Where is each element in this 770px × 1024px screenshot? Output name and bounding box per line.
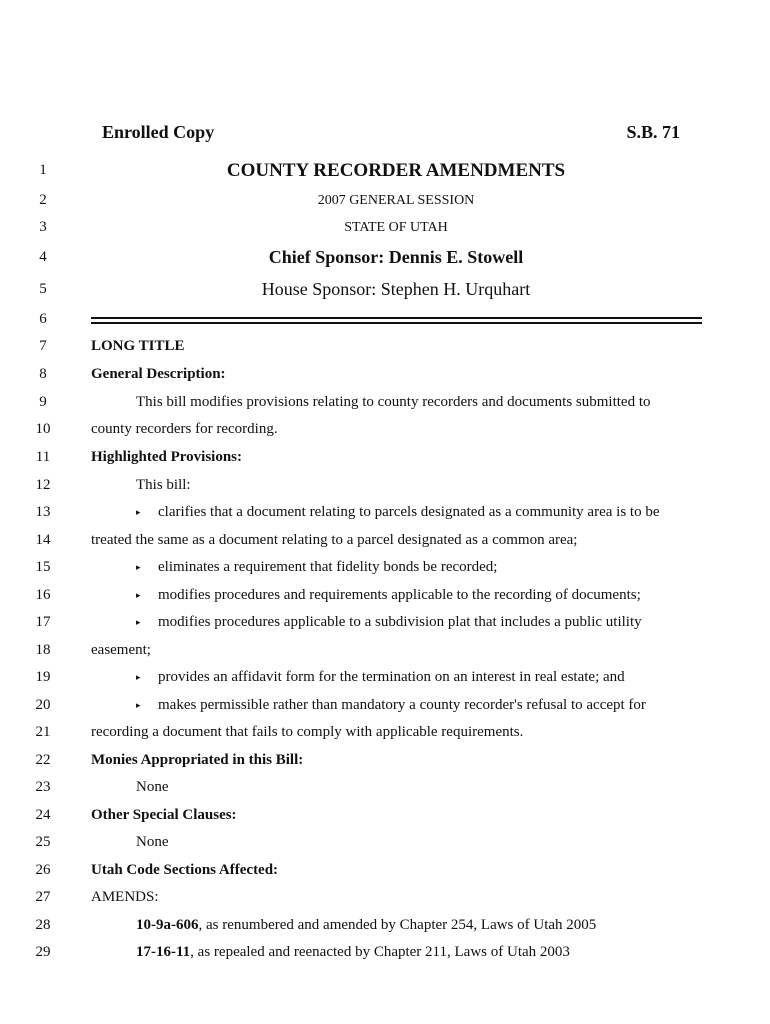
line-number: 22 [35,752,51,768]
monies-heading: Monies Appropriated in this Bill: [91,752,304,768]
description-text: This bill modifies provisions relating to county recorders and documents submitted to [136,394,651,410]
line-number: 24 [35,807,51,823]
provision-text: treated the same as a document relating to a parcel designated as a common area; [91,532,578,548]
provision-bullet [136,664,625,691]
bill-line [0,692,770,719]
bullet-icon: ▸ [136,672,141,682]
code-section-number: 17-16-11 [136,944,191,960]
bill-line [0,444,770,471]
bill-line [0,774,770,801]
bullet-icon: ▸ [136,507,141,517]
line-number: 1 [39,162,47,178]
state: STATE OF UTAH [344,220,448,235]
provision-text: modifies procedures and requirements applicable to the recording of documents; [158,587,641,603]
highlighted-provisions-heading: Highlighted Provisions: [91,449,242,465]
header-right: S.B. 71 [626,122,680,142]
line-number: 11 [35,449,51,465]
bill-line [0,829,770,856]
line-number: 9 [39,394,47,410]
provision-bullet [136,692,646,719]
line-number: 20 [35,697,51,713]
line-number: 19 [35,669,51,685]
code-section [136,939,570,966]
bullet-icon: ▸ [136,562,141,572]
monies-value: None [136,779,169,795]
provision-text: modifies procedures applicable to a subdivision plat that includes a public utility [158,614,642,630]
bill-line [0,857,770,884]
bullet-icon: ▸ [136,590,141,600]
provision-text: clarifies that a document relating to parcels designated as a community area is to be [158,504,660,520]
line-number: 16 [35,587,51,603]
line-number: 5 [39,281,47,297]
bill-line [0,214,770,241]
line-number: 26 [35,862,51,878]
session: 2007 GENERAL SESSION [317,193,475,208]
provision-text: provides an affidavit form for the termination on an interest in real estate; and [158,669,625,685]
bill-line [0,912,770,939]
bill-line [0,609,770,636]
bill-line [0,187,770,214]
line-number: 23 [35,779,51,795]
bullet-icon: ▸ [136,700,141,710]
provision-bullet [136,554,497,581]
line-number: 28 [35,917,51,933]
provision-bullet [136,499,659,526]
line-number: 21 [35,724,51,740]
this-bill-text: This bill: [136,477,191,493]
bill-line [0,333,770,360]
bill-line [0,276,770,303]
bill-line [0,637,770,664]
header-left: Enrolled Copy [102,122,215,142]
provision-text: easement; [91,642,151,658]
bill-line [0,361,770,388]
bill-line [0,802,770,829]
bill-line [0,416,770,443]
bill-line [0,939,770,966]
general-description-heading: General Description: [91,366,226,382]
long-title-heading: LONG TITLE [91,338,185,354]
bill-line [0,664,770,691]
bill-line [0,747,770,774]
house-sponsor: House Sponsor: Stephen H. Urquhart [261,279,531,299]
provision-text: makes permissible rather than mandatory a county recorder's refusal to accept for [158,697,646,713]
amends-label: AMENDS: [91,889,159,905]
bill-line [0,554,770,581]
line-number: 2 [39,192,47,208]
line-number: 17 [35,614,51,630]
line-number: 14 [35,532,51,548]
provision-text: recording a document that fails to comply with applicable requirements. [91,724,524,740]
provision-text: eliminates a requirement that fidelity bonds be recorded; [158,559,498,575]
bill-title: COUNTY RECORDER AMENDMENTS [226,160,566,181]
code-section-number: 10-9a-606 [136,917,199,933]
line-number: 12 [35,477,51,493]
double-rule-divider [91,317,702,324]
line-number: 18 [35,642,51,658]
code-section-desc: , as repealed and reenacted by Chapter 211, Laws of Utah 2003 [190,944,570,960]
special-clauses-value: None [136,834,169,850]
code-section [136,912,596,939]
code-section-desc: , as renumbered and amended by Chapter 254, Laws of Utah 2005 [198,917,597,933]
line-number: 27 [35,889,51,905]
line-number: 25 [35,834,51,850]
line-number: 15 [35,559,51,575]
bill-line [0,244,770,271]
line-number: 8 [39,366,47,382]
bullet-icon: ▸ [136,617,141,627]
line-number: 29 [35,944,51,960]
bill-line [0,472,770,499]
description-text: county recorders for recording. [91,421,278,437]
bill-line [0,157,770,184]
bill-line [0,582,770,609]
provision-bullet [136,609,642,636]
bill-line [0,719,770,746]
line-number: 6 [39,311,47,327]
line-number: 13 [35,504,51,520]
bill-line [0,884,770,911]
code-sections-heading: Utah Code Sections Affected: [91,862,279,878]
provision-bullet [136,582,641,609]
line-number: 3 [39,219,47,235]
line-number: 4 [39,249,47,265]
chief-sponsor: Chief Sponsor: Dennis E. Stowell [268,247,524,267]
bill-line [0,527,770,554]
line-number: 10 [35,421,51,437]
line-number: 7 [39,338,47,354]
bill-line [0,499,770,526]
special-clauses-heading: Other Special Clauses: [91,807,237,823]
bill-line [0,389,770,416]
